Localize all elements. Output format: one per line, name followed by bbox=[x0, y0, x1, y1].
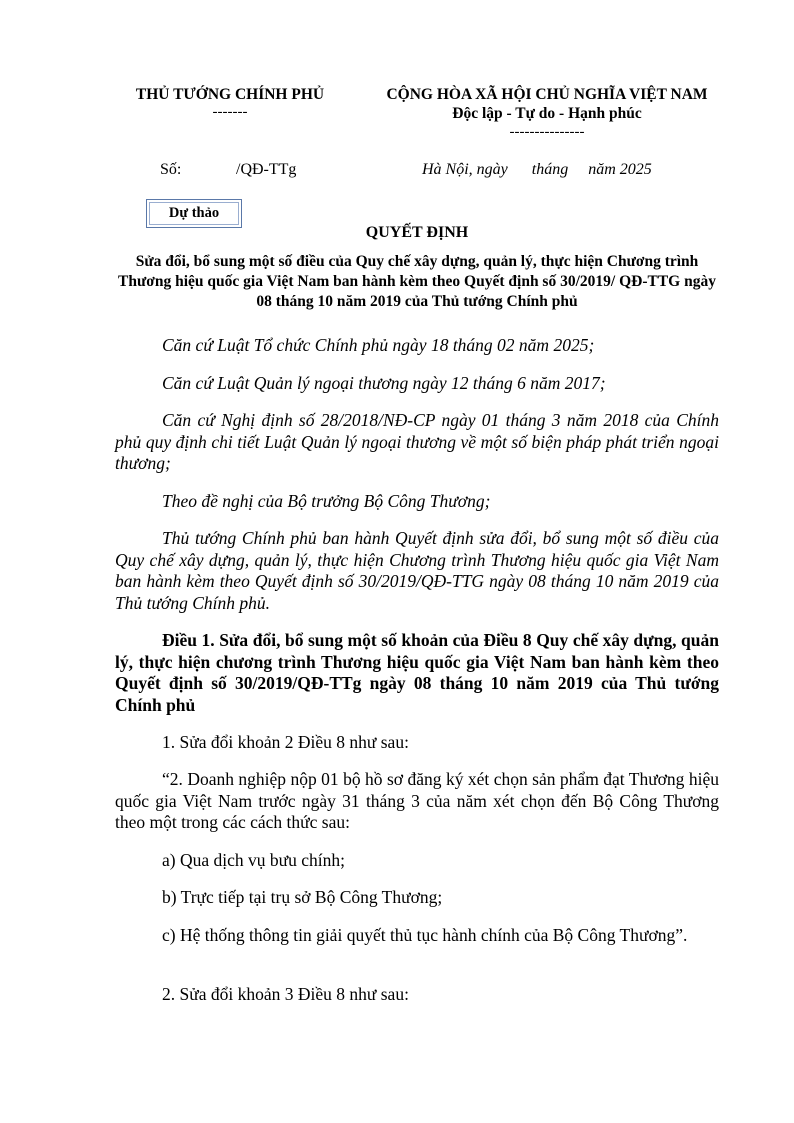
article-clause: 1. Sửa đổi khoản 2 Điều 8 như sau: bbox=[162, 732, 409, 752]
article-clause: c) Hệ thống thông tin giải quyết thủ tục hành chính của Bộ Công Thương”. bbox=[162, 925, 688, 945]
article-clause: a) Qua dịch vụ bưu chính; bbox=[162, 850, 345, 870]
preamble-paragraph: Căn cứ Luật Tổ chức Chính phủ ngày 18 tháng 02 năm 2025; bbox=[162, 335, 595, 355]
authority-separator: ------- bbox=[212, 104, 248, 120]
document-number-label: Số: bbox=[160, 161, 182, 178]
national-title: CỘNG HÒA XÃ HỘI CHỦ NGHĨA VIỆT NAM bbox=[386, 86, 708, 103]
article-clause: 2. Sửa đổi khoản 3 Điều 8 như sau: bbox=[162, 984, 409, 1004]
document-subtitle: Sửa đổi, bổ sung một số điều của Quy chế xây dựng, quản lý, thực hiện Chương trình Thương hiệu quốc gia Việt Nam ban hành kèm theo Quyết định số 30/2019/ QĐ-TTG ngày 08 tháng 10 năm 2019 của Thủ tướng Chính phủ bbox=[118, 253, 716, 310]
article-clause: b) Trực tiếp tại trụ sở Bộ Công Thương; bbox=[162, 887, 443, 907]
place-date: Hà Nội, ngày tháng năm 2025 bbox=[422, 161, 652, 178]
national-motto: Độc lập - Tự do - Hạnh phúc bbox=[452, 105, 642, 122]
preamble-paragraph: Thủ tướng Chính phủ ban hành Quyết định sửa đổi, bổ sung một số điều của Quy chế xây dựng, quản lý, thực hiện Chương trình Thương hiệu quốc gia Việt Nam ban hành kèm theo Quyết định số 30/2019/QĐ-TTG ngày 08 tháng 10 năm 2019 của Thủ tướng Chính phủ. bbox=[115, 528, 719, 613]
preamble-paragraph: Căn cứ Nghị định số 28/2018/NĐ-CP ngày 01 tháng 3 năm 2018 của Chính phủ quy định chi tiết Luật Quản lý ngoại thương về một số biện pháp phát triển ngoại thương; bbox=[115, 410, 719, 473]
article-heading: Điều 1. Sửa đổi, bổ sung một số khoản của Điều 8 Quy chế xây dựng, quản lý, thực hiện chương trình Thương hiệu quốc gia Việt Nam ban hành kèm theo Quyết định số 30/2019/QĐ-TTg ngày 08 tháng 10 năm 2019 của Thủ tướng Chính phủ bbox=[115, 630, 719, 715]
issuing-authority: THỦ TƯỚNG CHÍNH PHỦ bbox=[135, 86, 325, 103]
preamble-paragraph: Căn cứ Luật Quản lý ngoại thương ngày 12 tháng 6 năm 2017; bbox=[162, 373, 606, 393]
motto-separator: --------------- bbox=[509, 124, 585, 140]
document-title: QUYẾT ĐỊNH bbox=[365, 224, 469, 241]
preamble-paragraph: Theo đề nghị của Bộ trưởng Bộ Công Thương; bbox=[162, 491, 491, 511]
document-number-code: /QĐ-TTg bbox=[236, 161, 297, 178]
draft-label: Dự thảo bbox=[168, 205, 220, 221]
article-clause: “2. Doanh nghiệp nộp 01 bộ hồ sơ đăng ký xét chọn sản phẩm đạt Thương hiệu quốc gia Việt Nam trước ngày 31 tháng 3 của năm xét chọn đến Bộ Công Thương theo một trong các cách thức sau: bbox=[115, 769, 719, 832]
